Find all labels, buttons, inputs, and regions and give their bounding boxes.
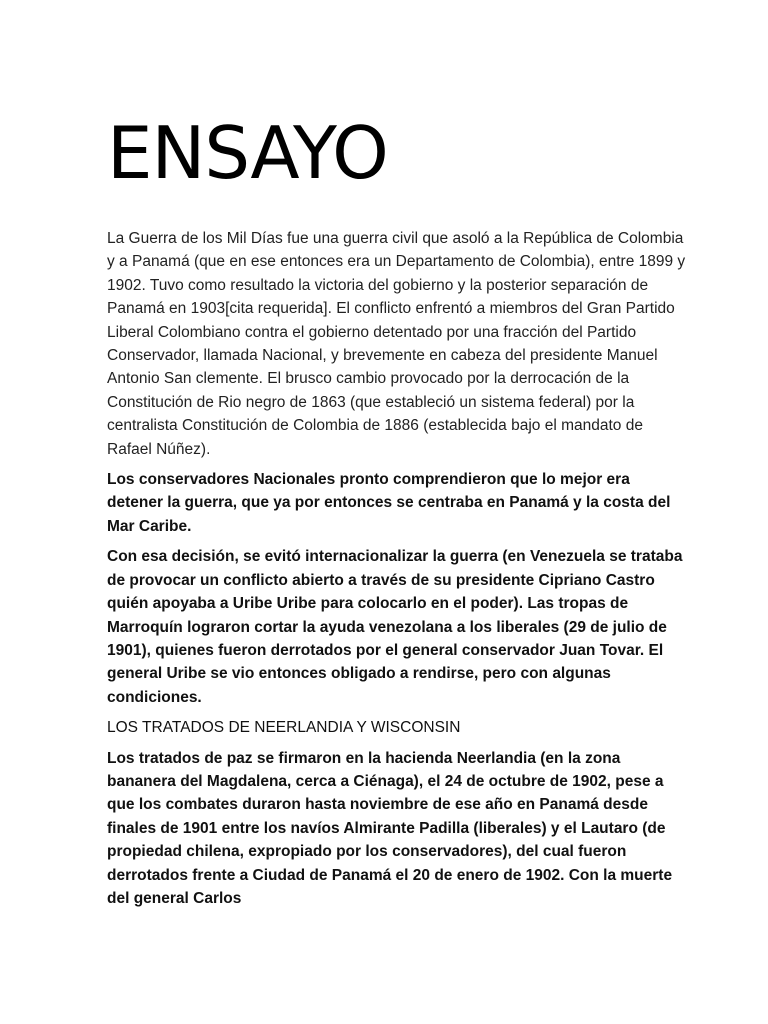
section-heading: LOS TRATADOS DE NEERLANDIA Y WISCONSIN: [107, 719, 461, 737]
paragraph-intro: La Guerra de los Mil Días fue una guerra civil que asoló a la República de Colombia y a Panamá (que en ese entonces era un Departamento de Colombia), entre 1899 y 1902. Tuvo como resultado la victoria del gobierno y la posterior separación de Panamá en 1903[cita requerida]. El conflicto enfrentó a miembros del Gran Partido Liberal Colombiano contra el gobierno detentado por una fracción del Partido Conservador, llamada Nacional, y brevemente en cabeza del presidente Manuel Antonio San clemente. El brusco cambio provocado por la derrocación de la Constitución de Rio negro de 1863 (que estableció un sistema federal) por la centralista Constitución de Colombia de 1886 (establecida bajo el mandato de Rafael Núñez).: [107, 230, 686, 458]
paragraph-tratados: Los tratados de paz se firmaron en la hacienda Neerlandia (en la zona bananera del Magdalena, cerca a Ciénaga), el 24 de octubre de 1902, pese a que los combates duraron hasta noviembre de ese año en Panamá desde finales de 1901 entre los navíos Almirante Padilla (liberales) y el Lautaro (de propiedad chilena, expropiado por los conservadores), del cual fueron derrotados frente a Ciudad de Panamá el 20 de enero de 1902. Con la muerte del general Carlos: [107, 749, 673, 907]
document-title: ENSAYO: [107, 111, 388, 195]
document-body: [107, 227, 687, 917]
paragraph-conservadores: Los conservadores Nacionales pronto comprendieron que lo mejor era detener la guerra, que ya por entonces se centraba en Panamá y la costa del Mar Caribe.: [107, 471, 671, 535]
paragraph-decision: Con esa decisión, se evitó internacionalizar la guerra (en Venezuela se trataba de provocar un conflicto abierto a través de su presidente Cipriano Castro quién apoyaba a Uribe Uribe para colocarlo en el poder). Las tropas de Marroquín lograron cortar la ayuda venezolana a los liberales (29 de julio de 1901), quienes fueron derrotados por el general conservador Juan Tovar. El general Uribe se vio entonces obligado a rendirse, pero con algunas condiciones.: [107, 548, 683, 706]
